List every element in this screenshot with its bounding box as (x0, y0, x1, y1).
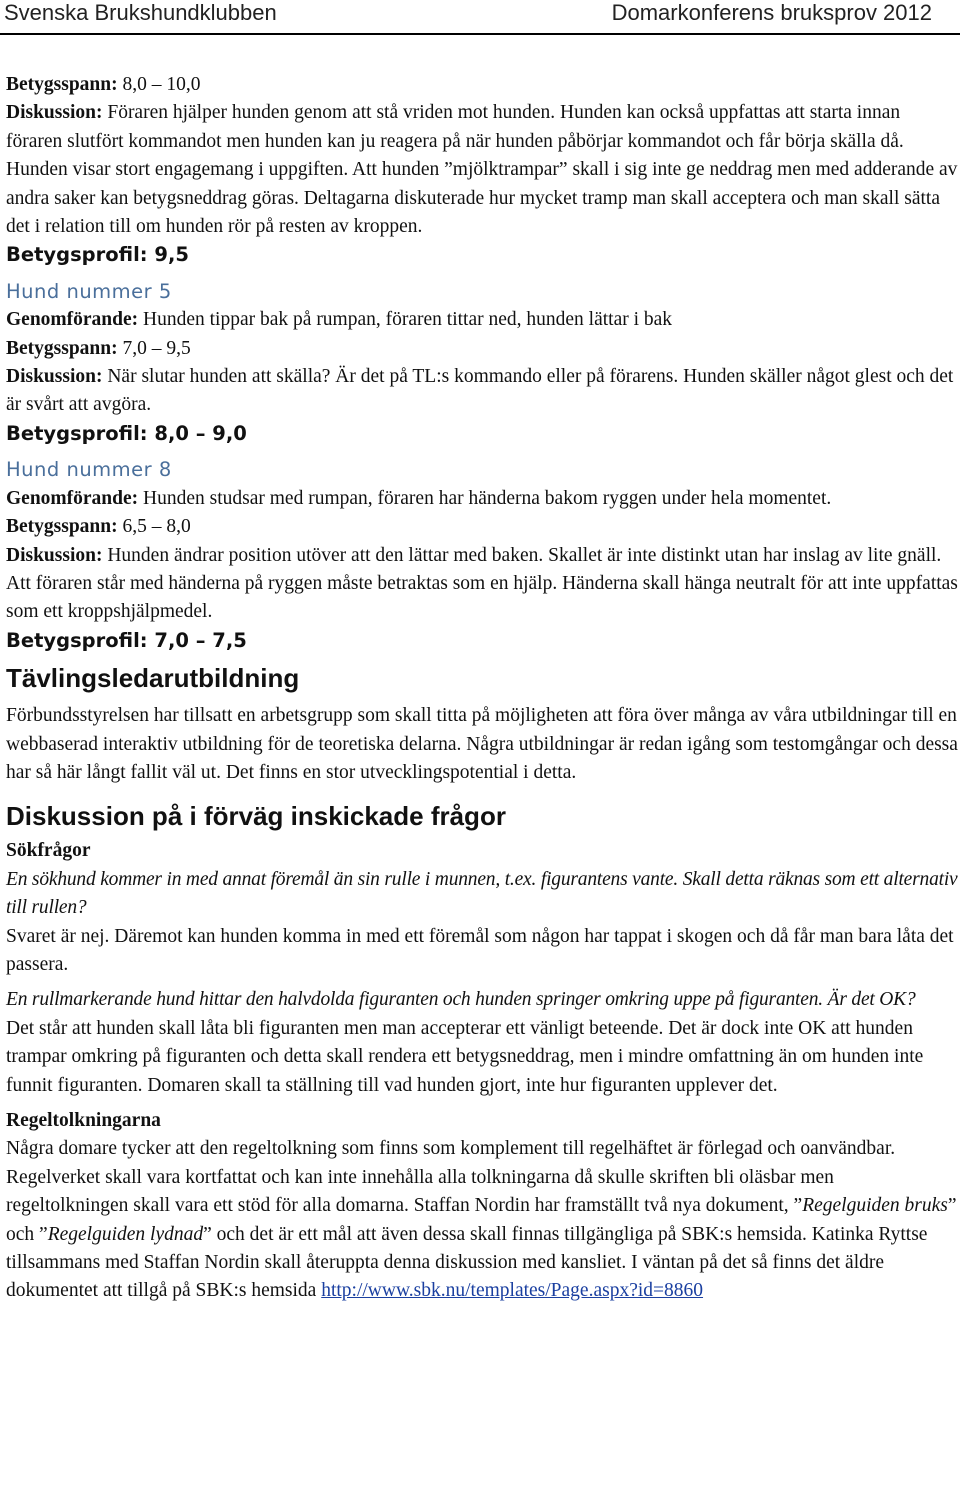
diskussion-label: Diskussion: (6, 544, 103, 566)
hund-8-betygsprofil: Betygsprofil: 7,0 – 7,5 (6, 628, 247, 652)
regeltolkningarna-text (6, 1135, 958, 1305)
hund-8-genomforande (6, 485, 958, 513)
betygsspann-label: Betygsspann: (6, 516, 118, 538)
genomforande-text: Hunden studsar med rumpan, föraren har händerna bakom ryggen under hela momentet. (138, 487, 832, 509)
intro-betygsspann (6, 71, 958, 99)
genomforande-label: Genomförande: (6, 309, 139, 331)
diskussion-fragor-heading: Diskussion på i förväg inskickade frågor (6, 801, 506, 832)
hund-5-genomforande (6, 306, 958, 334)
diskussion-text: Föraren hjälper hunden genom att stå vriden mot hunden. Hunden kan också uppfattas att starta innan föraren slutfört kommandot men hunden kan ju reagera på när hunden påbörjar kommandot och får börja skälla då. Hunden visar stort engagemang i uppgiften. Att hunden ”mjölktrampar” skall i sig inte ge neddrag men med adderande av andra saker kan betygsneddrag göras. Deltagarna diskuterade hur mycket tramp man skall acceptera och man skall sätta det i relation till om hunden rör på resten av kroppen. (6, 102, 958, 238)
hund-8-betygsspann (6, 513, 958, 541)
betygsspann-value: 6,5 – 8,0 (117, 516, 191, 538)
hund-5-betygsprofil: Betygsprofil: 8,0 – 9,0 (6, 421, 247, 445)
sbk-hemsida-link[interactable]: http://www.sbk.nu/templates/Page.aspx?id=8860 (321, 1280, 704, 1302)
diskussion-label: Diskussion: (6, 102, 103, 124)
betygsspann-value: 7,0 – 9,5 (117, 337, 191, 359)
diskussion-label: Diskussion: (6, 366, 103, 388)
sokfragor-heading: Sökfrågor (6, 840, 91, 862)
genomforande-text: Hunden tippar bak på rumpan, föraren tittar ned, hunden lättar i bak (138, 309, 673, 331)
answer-1: Svaret är nej. Däremot kan hunden komma in med ett föremål som någon har tappat i skogen och då får man bara låta det passera. (6, 925, 954, 975)
regel-text-part-2: ” och ” (6, 1195, 957, 1245)
hund-5-diskussion (6, 363, 958, 420)
intro-betygsprofil: Betygsprofil: 9,5 (6, 243, 189, 267)
answer-2: Det står att hunden skall låta bli figuranten men man accepterar ett vänligt beteende. Det är dock inte OK att hunden trampar omkring på figuranten och detta skall rendera ett betygsneddrag, men i mindre omfattning än om hunden inte funnit figuranten. Domaren skall ta ställning till vad hunden gjort, inte hur figuranten upplever det. (6, 1017, 924, 1096)
header-conference: Domarkonferens bruksprov 2012 (611, 0, 932, 25)
tavlingsledarutbildning-text: Förbundsstyrelsen har tillsatt en arbetsgrupp som skall titta på möjligheten att föra över många av våra utbildningar till en webbaserad interaktiv utbildning för de teoretiska delarna. Några utbildningar är redan igång som testomgångar och dessa har så här långt fallit väl ut. Det finns en stor utvecklingspotential i detta. (6, 705, 958, 783)
betygsspann-value: 8,0 – 10,0 (117, 74, 201, 95)
regel-text-part-3: ” och det är ett mål att även dessa skall finnas tillgängliga på SBK:s hemsida. Katinka Ryttse tillsammans med Staffan Nordin skall återuppta denna diskussion med kansliet. I väntan på det så finns det äldre dokumentet att tillgå på SBK:s hemsida (6, 1223, 928, 1302)
betygsspann-label: Betygsspann: (6, 74, 118, 95)
regelguiden-bruks-title: Regelguiden bruks (802, 1195, 948, 1217)
hund-8-heading: Hund nummer 8 (6, 458, 172, 482)
genomforande-label: Genomförande: (6, 487, 139, 509)
page-header (0, 0, 960, 30)
header-divider (0, 33, 960, 35)
diskussion-text: När slutar hunden att skälla? Är det på TL:s kommando eller på förarens. Hunden skäller något glest och det är svårt att avgöra. (6, 366, 954, 416)
regelguiden-lydnad-title: Regelguiden lydnad (47, 1223, 204, 1245)
hund-5-betygsspann (6, 335, 958, 363)
regeltolkningarna-heading: Regeltolkningarna (6, 1110, 161, 1131)
intro-diskussion (6, 99, 958, 241)
tavlingsledarutbildning-heading: Tävlingsledarutbildning (6, 663, 300, 694)
document-body (6, 71, 958, 1306)
header-organization: Svenska Brukshundklubben (4, 0, 277, 25)
betygsspann-label: Betygsspann: (6, 337, 118, 359)
hund-8-diskussion (6, 542, 958, 627)
diskussion-text: Hunden ändrar position utöver att den lättar med baken. Skallet är inte distinkt utan har inslag av lite gnäll. Att föraren står med händerna på ryggen måste betraktas som en hjälp. Händerna skall hänga neutralt för att inte uppfattas som ett kroppshjälpmedel. (6, 544, 958, 623)
question-1: En sökhund kommer in med annat föremål än sin rulle i munnen, t.ex. figurantens vante. Skall detta räknas som ett alternativ till rullen? (6, 868, 958, 919)
question-2: En rullmarkerande hund hittar den halvdolda figuranten och hunden springer omkring uppe på figuranten. Är det OK? (6, 989, 916, 1011)
hund-5-heading: Hund nummer 5 (6, 279, 172, 303)
regel-text-part-1: Några domare tycker att den regeltolkning som finns som komplement till regelhäftet är förlegad och oanvändbar. Regelverket skall vara kortfattat och kan inte innehålla alla tolkningarna då skulle skriften bli oläsbar men regeltolkningen skall vara ett stöd för alla domarna. Staffan Nordin har framställt två nya dokument, ” (6, 1138, 896, 1217)
